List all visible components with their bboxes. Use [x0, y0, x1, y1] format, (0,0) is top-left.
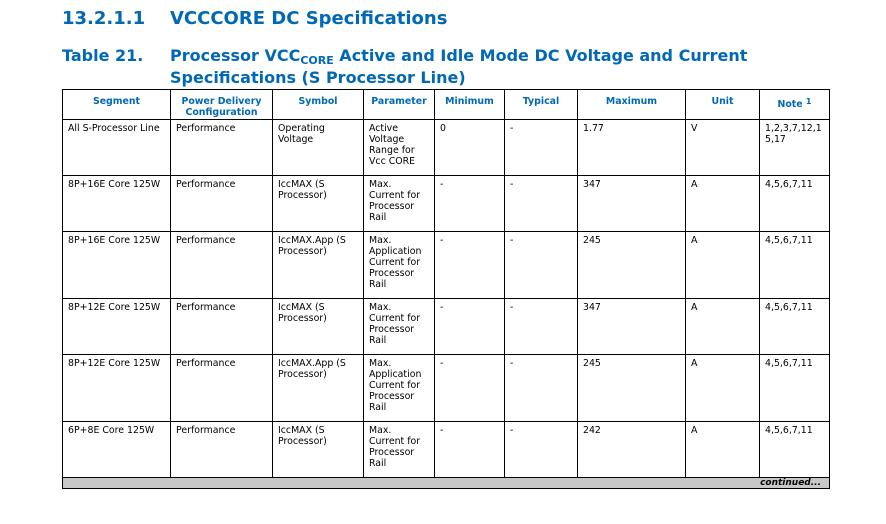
continued-row — [63, 478, 830, 489]
cell-power: Performance — [171, 422, 273, 478]
table-number: Table 21. — [62, 46, 144, 65]
col-header-segment: Segment — [63, 90, 171, 120]
cell-segment: 8P+12E Core 125W — [63, 299, 171, 355]
cell-power: Performance — [171, 232, 273, 299]
header-row — [63, 90, 830, 120]
cell-symbol: IccMAX (S Processor) — [273, 176, 364, 232]
continued-label: continued... — [63, 478, 830, 489]
cell-power: Performance — [171, 176, 273, 232]
cell-min: - — [435, 355, 505, 422]
cell-parameter: Max. Current for Processor Rail — [364, 422, 435, 478]
section-heading — [62, 8, 447, 29]
cell-max: 1.77 — [578, 120, 686, 176]
section-title: VCCCORE DC Specifications — [170, 8, 448, 29]
col-header-parameter: Parameter — [364, 90, 435, 120]
cell-max: 242 — [578, 422, 686, 478]
cell-power: Performance — [171, 299, 273, 355]
table-row — [63, 299, 830, 355]
cell-symbol: IccMAX (S Processor) — [273, 422, 364, 478]
cell-typ: - — [505, 176, 578, 232]
cell-power: Performance — [171, 355, 273, 422]
cell-note: 4,5,6,7,11 — [760, 176, 830, 232]
cell-symbol: Operating Voltage — [273, 120, 364, 176]
table-row — [63, 422, 830, 478]
cell-parameter: Max. Current for Processor Rail — [364, 176, 435, 232]
cell-max: 347 — [578, 176, 686, 232]
cell-parameter: Max. Application Current for Processor Rail — [364, 232, 435, 299]
col-header-typical: Typical — [505, 90, 578, 120]
col-header-unit: Unit — [686, 90, 760, 120]
cell-note: 4,5,6,7,11 — [760, 299, 830, 355]
cell-note: 4,5,6,7,11 — [760, 422, 830, 478]
cell-max: 347 — [578, 299, 686, 355]
table-row — [63, 232, 830, 299]
cell-unit: A — [686, 355, 760, 422]
col-header-minimum: Minimum — [435, 90, 505, 120]
cell-note: 4,5,6,7,11 — [760, 355, 830, 422]
cell-segment: 6P+8E Core 125W — [63, 422, 171, 478]
cell-symbol: IccMAX (S Processor) — [273, 299, 364, 355]
cell-power: Performance — [171, 120, 273, 176]
col-header-symbol: Symbol — [273, 90, 364, 120]
cell-unit: A — [686, 176, 760, 232]
table-title-prefix: Processor VCC — [170, 46, 301, 65]
cell-symbol: IccMAX.App (S Processor) — [273, 232, 364, 299]
cell-symbol: IccMAX.App (S Processor) — [273, 355, 364, 422]
cell-unit: A — [686, 422, 760, 478]
cell-note: 4,5,6,7,11 — [760, 232, 830, 299]
cell-unit: A — [686, 232, 760, 299]
cell-min: - — [435, 422, 505, 478]
cell-unit: V — [686, 120, 760, 176]
spec-table — [62, 89, 830, 489]
cell-segment: 8P+12E Core 125W — [63, 355, 171, 422]
cell-segment: All S-Processor Line — [63, 120, 171, 176]
cell-parameter: Max. Current for Processor Rail — [364, 299, 435, 355]
cell-typ: - — [505, 422, 578, 478]
cell-note: 1,2,3,7,12,15,17 — [760, 120, 830, 176]
note-superscript: 1 — [805, 97, 812, 106]
cell-parameter: Active Voltage Range for Vcc CORE — [364, 120, 435, 176]
cell-max: 245 — [578, 232, 686, 299]
cell-segment: 8P+16E Core 125W — [63, 176, 171, 232]
cell-max: 245 — [578, 355, 686, 422]
table-row — [63, 120, 830, 176]
col-header-maximum: Maximum — [578, 90, 686, 120]
cell-min: - — [435, 299, 505, 355]
table-title-suffix: Active and Idle Mode DC Voltage and Current Specifications (S Processor Line) — [170, 46, 748, 87]
table-title-subscript: CORE — [300, 54, 334, 67]
cell-min: - — [435, 232, 505, 299]
cell-segment: 8P+16E Core 125W — [63, 232, 171, 299]
cell-parameter: Max. Application Current for Processor Rail — [364, 355, 435, 422]
section-number: 13.2.1.1 — [62, 8, 146, 29]
cell-typ: - — [505, 299, 578, 355]
table-row — [63, 176, 830, 232]
col-header-power-delivery: Power Delivery Configuration — [171, 90, 273, 120]
col-header-note — [760, 90, 830, 120]
table-title — [170, 47, 790, 86]
note-label: Note — [777, 99, 803, 110]
cell-typ: - — [505, 355, 578, 422]
cell-min: 0 — [435, 120, 505, 176]
table-row — [63, 355, 830, 422]
cell-typ: - — [505, 232, 578, 299]
cell-unit: A — [686, 299, 760, 355]
cell-typ: - — [505, 120, 578, 176]
cell-min: - — [435, 176, 505, 232]
